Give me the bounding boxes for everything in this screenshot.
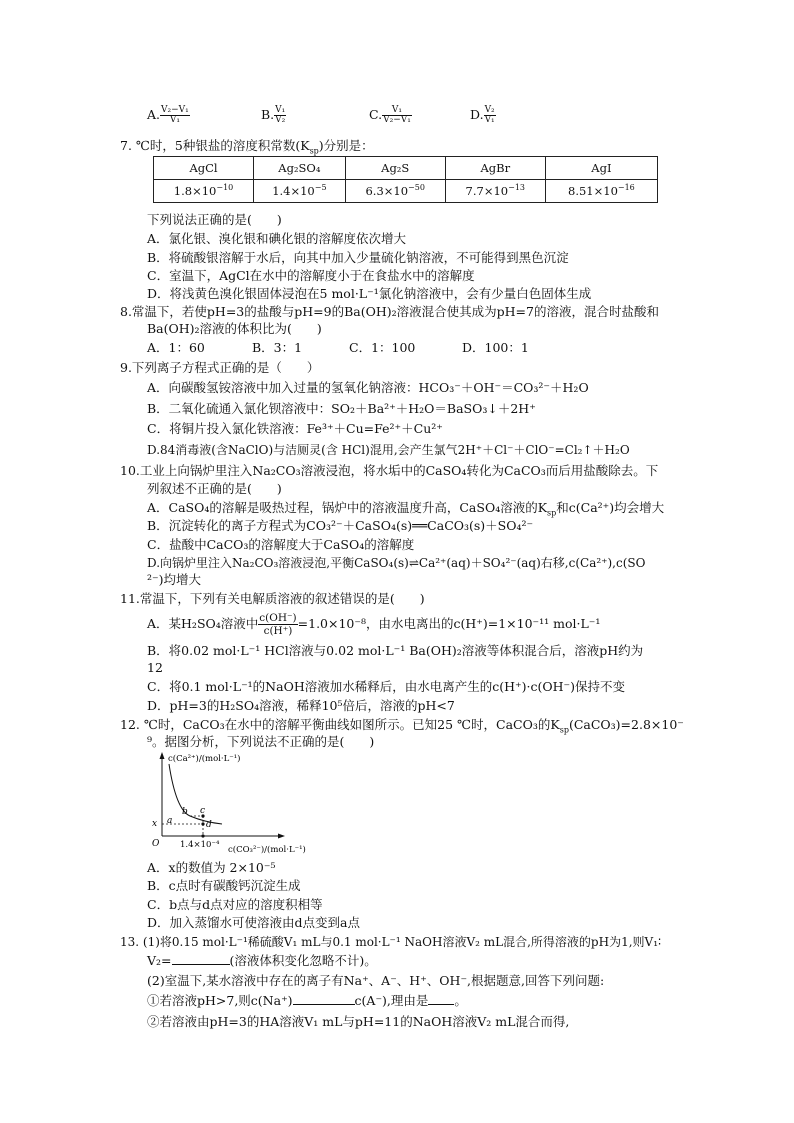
q8-option-c[interactable]: C．1：100 [349,340,416,355]
table-cell: $8.51\times 10^{-16}$ [545,180,657,203]
q13-line2: V₂= (溶液体积变化忽略不计)。 [147,953,377,968]
point-d-marker [201,822,204,825]
q12-stem-line2: ⁹。据图分析，下列说法不正确的是( ) [147,734,375,749]
table-row [154,180,658,203]
q13-line1: 13. (1)将0.15 mol·L⁻¹稀硫酸V₁ mL与0.1 mol·L⁻¹ NaOH溶液V₂ mL混合,所得溶液的pH为1,则V₁∶ [120,935,662,949]
q8-option-d[interactable]: D．100：1 [462,340,529,355]
q7-option-b[interactable]: B．将硫酸银溶解于水后，向其中加入少量硫化钠溶液，不可能得到黑色沉淀 [147,250,569,265]
tick-marker [201,834,204,837]
table-header: AgI [545,157,657,180]
q9-stem: 9.下列离子方程式正确的是（ ） [120,360,320,375]
q7-option-d[interactable]: D．将浅黄色溴化银固体浸泡在5 mol·L⁻¹氯化钠溶液中，会有少量白色固体生成 [147,286,592,301]
q8-option-a[interactable]: A．1：60 [147,340,205,355]
q12-stem-line1: 12. ℃时，CaCO₃在水中的溶解平衡曲线如图所示。已知25 ℃时，CaCO₃的$K_{sp}(CaCO_3)=2.8\times 10^-$ [120,717,684,735]
q12-option-c[interactable]: C．b点与d点对应的溶度积相等 [147,897,323,912]
q10-option-d-line2: ²⁻)均增大 [147,572,201,587]
y-axis-arrow-icon [160,752,165,759]
fraction: $\frac{\text{V₂}}{\text{V₁}}$ [484,105,495,125]
x-axis-label: c(CO₃²⁻)/(mol·L⁻¹) [228,845,306,855]
x-tick-label: 1.4×10⁻⁴ [180,840,220,850]
q6-option-c[interactable]: C. $\frac{\text{V₁}}{\text{V₂−V₁}}$ [369,105,411,125]
solubility-curve [169,764,222,824]
q9-option-c[interactable]: C．将铜片投入氯化铁溶液：Fe³⁺＋Cu=Fe²⁺＋Cu²⁺ [147,421,443,436]
q11-option-c[interactable]: C．将0.1 mol·L⁻¹的NaOH溶液加水稀释后，由水电离产生的c(H⁺)·c(OH⁻)保持不变 [147,679,625,694]
q7-option-a[interactable]: A．氯化银、溴化银和碘化银的溶解度依次增大 [147,231,407,246]
solubility-curve-graph [140,750,340,858]
q8-option-b[interactable]: B．3：1 [252,340,303,355]
q10-stem-line1: 10.工业上向锅炉里注入Na₂CO₃溶液浸泡，将水垢中的CaSO₄转化为CaCO₃而后用盐酸除去。下 [120,463,659,478]
q12-option-a[interactable]: A．x的数值为 2×10⁻⁵ [147,860,276,875]
q11-stem: 11.常温下，下列有关电解质溶液的叙述错误的是( ) [120,591,425,606]
q7-prompt: 下列说法正确的是( ) [147,212,282,227]
fraction: $\frac{\text{V₁}}{\text{V₂}}$ [275,105,286,125]
point-a-label: a [167,816,173,826]
table-header: Ag₂S [345,157,445,180]
q6-option-d[interactable]: D. $\frac{\text{V₂}}{\text{V₁}}$ [470,105,495,125]
q11-option-b-line2: 12 [147,660,163,675]
q13-line4: ①若溶液pH>7,则c(Na⁺) c(A⁻),理由是 。 [147,993,467,1008]
answer-blank[interactable] [428,1004,454,1005]
q7-stem: 7. ℃时，5种银盐的溶度积常数$(K_{sp})$分别是： [120,138,374,156]
y-tick-label: x [152,819,158,829]
q9-option-a[interactable]: A．向碳酸氢铵溶液中加入过量的氢氧化钠溶液：HCO₃⁻＋OH⁻＝CO₃²⁻＋H₂O [147,380,589,395]
fraction: $\frac{\text{V₂−V₁}}{\text{V₁}}$ [161,105,189,125]
answer-blank[interactable] [293,1004,355,1005]
table-header: Ag₂SO₄ [254,157,346,180]
table-cell: $1.4\times 10^{-5}$ [254,180,346,203]
answer-blank[interactable] [172,964,230,965]
fraction: $\frac{c(OH^-)}{c(H^+)}$ [259,612,297,637]
table-header: AgBr [445,157,545,180]
q10-option-b[interactable]: B．沉淀转化的离子方程式为CO₃²⁻＋CaSO₄(s)══CaCO₃(s)＋SO₄²⁻ [147,518,534,533]
table-cell: $7.7\times 10^{-13}$ [445,180,545,203]
point-d-label: d [206,820,212,830]
q8-stem-line1: 8.常温下，若使pH=3的盐酸与pH=9的Ba(OH)₂溶液混合使其成为pH=7的溶液，混合时盐酸和 [120,304,659,319]
q10-option-d-line1[interactable]: D.向锅炉里注入Na₂CO₃溶液浸泡,平衡CaSO₄(s)⇌Ca²⁺(aq)＋SO₄²⁻(aq)右移,c(Ca²⁺),c(SO [147,556,646,570]
q13-line3: (2)室温下,某水溶液中存在的离子有Na⁺、A⁻、H⁺、OH⁻,根据题意,回答下列问题: [147,973,605,988]
point-c-label: c [200,806,206,816]
q11-option-b-line1[interactable]: B．将0.02 mol·L⁻¹ HCl溶液与0.02 mol·L⁻¹ Ba(OH)₂溶液等体积混合后，溶液pH约为 [147,643,644,658]
table-cell: $6.3\times 10^{-50}$ [345,180,445,203]
q10-stem-line2: 列叙述不正确的是( ) [147,481,282,496]
ksp-table [153,156,658,203]
q7-option-c[interactable]: C．室温下，AgCl在水中的溶解度小于在食盐水中的溶解度 [147,268,475,283]
q10-option-c[interactable]: C．盐酸中CaCO₃的溶解度大于CaSO₄的溶解度 [147,537,415,552]
q6-option-b[interactable]: B. $\frac{\text{V₁}}{\text{V₂}}$ [261,105,286,125]
table-row [154,157,658,180]
q9-option-d[interactable]: D.84消毒液(含NaClO)与洁厕灵(含 HCl)混用,会产生氯气2H⁺＋Cl⁻＋ClO⁻=Cl₂↑＋H₂O [147,443,630,457]
point-b-label: b [182,807,188,817]
q6-option-a[interactable]: A. $\frac{\text{V₂−V₁}}{\text{V₁}}$ [147,105,189,125]
q11-option-a[interactable]: A．某H₂SO₄溶液中 $\frac{c(OH^-)}{c(H^+)}$ =1.0×10⁻⁸，由水电离出的c(H⁺)=1×10⁻¹¹ mol·L⁻¹ [147,612,601,637]
q9-option-b[interactable]: B．二氧化硫通入氯化钡溶液中：SO₂＋Ba²⁺＋H₂O＝BaSO₃↓＋2H⁺ [147,401,536,416]
y-axis-label: c(Ca²⁺)/(mol·L⁻¹) [168,754,241,764]
q13-line5: ②若溶液由pH=3的HA溶液V₁ mL与pH=11的NaOH溶液V₂ mL混合而得, [147,1014,570,1029]
q12-option-d[interactable]: D．加入蒸馏水可使溶液由d点变到a点 [147,915,360,930]
fraction: $\frac{\text{V₁}}{\text{V₂−V₁}}$ [383,105,411,125]
q11-option-d[interactable]: D．pH=3的H₂SO₄溶液，稀释10⁵倍后，溶液的pH<7 [147,698,455,713]
x-axis-arrow-icon [278,834,285,839]
q8-stem-line2: Ba(OH)₂溶液的体积比为( ) [147,321,322,336]
origin-label: O [152,839,160,849]
table-cell: $1.8\times 10^{-10}$ [154,180,254,203]
q12-option-b[interactable]: B．c点时有碳酸钙沉淀生成 [147,878,301,893]
table-header: AgCl [154,157,254,180]
q10-option-a[interactable]: A．CaSO₄的溶解是吸热过程，锅炉中的溶液温度升高，CaSO₄溶液的$K_{sp}$和c(Ca²⁺)均会增大 [147,500,665,518]
